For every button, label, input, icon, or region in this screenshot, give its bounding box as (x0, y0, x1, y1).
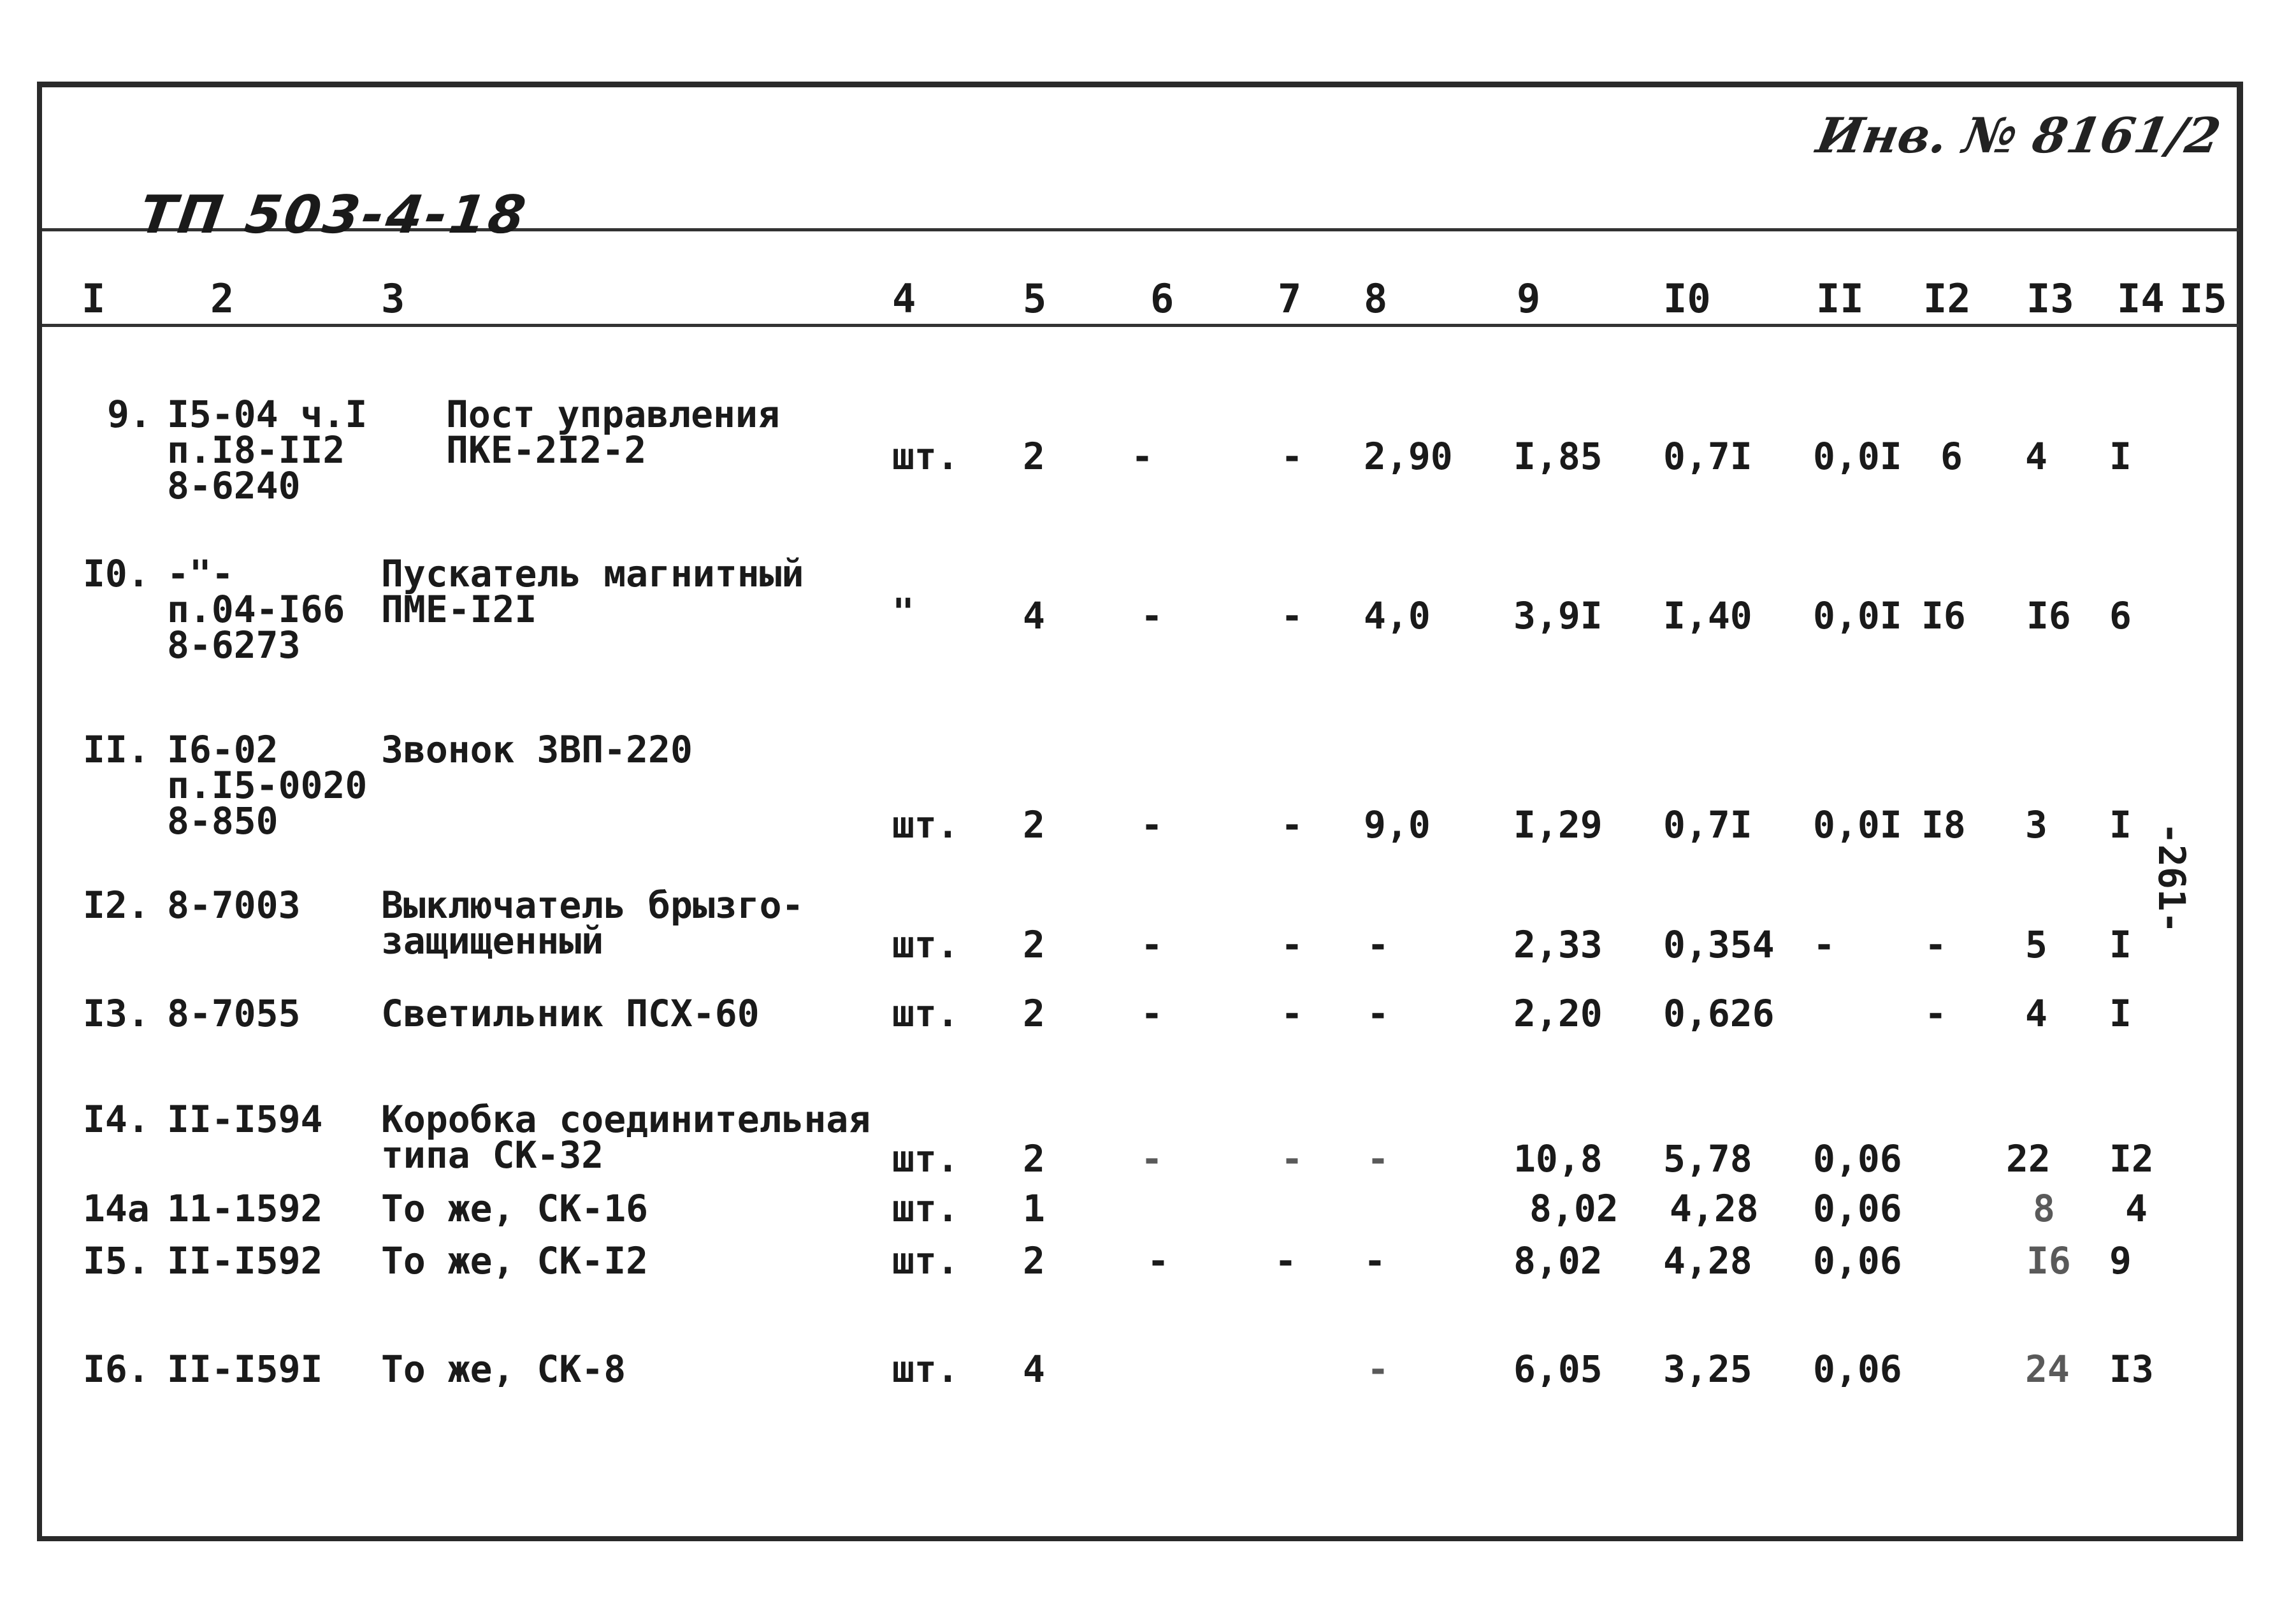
col8-value: - (1367, 923, 1389, 966)
col12-value: - (1924, 992, 1947, 1035)
row-number: I5. (83, 1239, 150, 1282)
col12-value: I8 (1921, 803, 1966, 846)
col11-value: 0,06 (1813, 1187, 1902, 1230)
col10-value: I,40 (1663, 594, 1752, 637)
item-code: 11-1592 (167, 1187, 323, 1230)
col10-value: 5,78 (1663, 1137, 1752, 1180)
item-code: 8-7055 (167, 992, 301, 1035)
row-number: II. (83, 728, 150, 771)
col10-value: 0,626 (1663, 992, 1775, 1035)
inventory-note: Инв. № 8161/2 (1812, 107, 2225, 164)
col-header-11: II (1816, 275, 1864, 322)
col-header-2: 2 (210, 275, 235, 322)
col7-value: - (1281, 435, 1303, 478)
col7-value: - (1281, 923, 1303, 966)
col-header-6: 6 (1150, 275, 1174, 322)
unit: " (892, 590, 914, 634)
col-header-8: 8 (1364, 275, 1388, 322)
item-name: То же, СК-16 (381, 1187, 649, 1230)
col6-value: - (1141, 923, 1163, 966)
col11-value: 0,0I (1813, 803, 1902, 846)
col10-value: 0,7I (1663, 435, 1752, 478)
col7-value: - (1274, 1239, 1297, 1282)
col-header-13: I3 (2026, 275, 2074, 322)
col7-value: - (1281, 992, 1303, 1035)
col8-value: 4,0 (1364, 594, 1431, 637)
item-code: I5-04 ч.I (167, 393, 368, 436)
doc-code: ТП 503-4-18 (136, 185, 532, 245)
item-name: ПМЕ-I2I (381, 588, 537, 631)
col12-value: 6 (1940, 435, 1963, 478)
col13-value: 5 (2025, 923, 2047, 966)
row-number: I3. (83, 992, 150, 1035)
col-header-7: 7 (1278, 275, 1302, 322)
item-code: 8-6273 (167, 623, 301, 667)
col7-value: - (1281, 1137, 1303, 1180)
col-header-9: 9 (1517, 275, 1541, 322)
item-name: Светильник ПСХ-60 (381, 992, 760, 1035)
col8-value: - (1367, 1137, 1389, 1180)
col12-value: - (1924, 923, 1947, 966)
col13-value: 22 (2006, 1137, 2051, 1180)
item-code: п.I5-0020 (167, 764, 368, 807)
col13-value: 24 (2025, 1347, 2070, 1391)
col9-value: 8,02 (1529, 1187, 1619, 1230)
col10-value: 0,354 (1663, 923, 1775, 966)
col8-value: - (1367, 992, 1389, 1035)
item-code: п.04-I66 (167, 588, 345, 631)
col5-value: 2 (1023, 1239, 1045, 1282)
col13-value: 3 (2025, 803, 2047, 846)
col-header-12: I2 (1923, 275, 1971, 322)
item-name: ПКЕ-2I2-2 (446, 428, 647, 472)
col6-value: - (1131, 435, 1153, 478)
col9-value: 8,02 (1513, 1239, 1603, 1282)
unit: шт. (892, 1239, 959, 1282)
col7-value: - (1281, 594, 1303, 637)
item-code: п.I8-II2 (167, 428, 345, 472)
col8-value: 9,0 (1364, 803, 1431, 846)
unit: шт. (892, 1137, 959, 1180)
col14-value: I3 (2109, 1347, 2154, 1391)
col-header-5: 5 (1023, 275, 1047, 322)
col-header-1: I (82, 275, 106, 322)
item-name: То же, СК-I2 (381, 1239, 649, 1282)
row-number: 9. (107, 393, 152, 436)
unit: шт. (892, 992, 959, 1035)
row-number: I2. (83, 883, 150, 927)
col13-value: 4 (2025, 992, 2047, 1035)
item-code: -"- (167, 552, 234, 595)
side-page-number: -261- (2150, 822, 2193, 934)
row-number: I6. (83, 1347, 150, 1391)
col9-value: I,85 (1513, 435, 1603, 478)
col11-value: 0,06 (1813, 1137, 1902, 1180)
item-name: Звонок ЗВП-220 (381, 728, 693, 771)
item-name: То же, СК-8 (381, 1347, 626, 1391)
col5-value: 1 (1023, 1187, 1045, 1230)
item-name: Выключатель брызго- (381, 883, 804, 927)
col10-value: 4,28 (1670, 1187, 1759, 1230)
row-number: I0. (83, 552, 150, 595)
header-rule-bottom (42, 324, 2239, 327)
col13-value: 4 (2025, 435, 2047, 478)
col11-value: 0,0I (1813, 594, 1902, 637)
col5-value: 4 (1023, 1347, 1045, 1391)
row-number: 14а (83, 1187, 150, 1230)
unit: шт. (892, 803, 959, 846)
col13-value: I6 (2026, 1239, 2071, 1282)
item-name: Пускатель магнитный (381, 552, 804, 595)
col11-value: 0,06 (1813, 1239, 1902, 1282)
col14-value: I2 (2109, 1137, 2154, 1180)
col9-value: 2,33 (1513, 923, 1603, 966)
col5-value: 2 (1023, 1137, 1045, 1180)
col-header-10: I0 (1663, 275, 1711, 322)
col6-value: - (1141, 803, 1163, 846)
unit: шт. (892, 923, 959, 966)
col14-value: 6 (2109, 594, 2132, 637)
item-name: Коробка соединительная (381, 1098, 871, 1141)
col14-value: I (2109, 923, 2132, 966)
col8-value: - (1367, 1347, 1389, 1391)
item-name: защищенный (381, 919, 604, 962)
unit: шт. (892, 435, 959, 478)
item-code: II-I59I (167, 1347, 323, 1391)
col10-value: 3,25 (1663, 1347, 1752, 1391)
col11-value: 0,06 (1813, 1347, 1902, 1391)
col10-value: 0,7I (1663, 803, 1752, 846)
document-frame (37, 82, 2243, 1541)
col-header-14: I4 (2117, 275, 2165, 322)
item-code: I6-02 (167, 728, 278, 771)
col9-value: 2,20 (1513, 992, 1603, 1035)
item-name: типа СК-32 (381, 1133, 604, 1177)
col11-value: 0,0I (1813, 435, 1902, 478)
col9-value: 6,05 (1513, 1347, 1603, 1391)
col6-value: - (1141, 594, 1163, 637)
col14-value: I (2109, 435, 2132, 478)
item-code: 8-6240 (167, 464, 301, 507)
col8-value: 2,90 (1364, 435, 1453, 478)
col-header-4: 4 (892, 275, 916, 322)
item-code: 8-7003 (167, 883, 301, 927)
col6-value: - (1147, 1239, 1169, 1282)
col5-value: 2 (1023, 923, 1045, 966)
col14-value: I (2109, 992, 2132, 1035)
col6-value: - (1141, 1137, 1163, 1180)
col14-value: I (2109, 803, 2132, 846)
col13-value: 8 (2033, 1187, 2055, 1230)
col9-value: I,29 (1513, 803, 1603, 846)
col5-value: 2 (1023, 435, 1045, 478)
col5-value: 2 (1023, 992, 1045, 1035)
row-number: I4. (83, 1098, 150, 1141)
col8-value: - (1364, 1239, 1386, 1282)
col9-value: 3,9I (1513, 594, 1603, 637)
col5-value: 4 (1023, 594, 1045, 637)
unit: шт. (892, 1187, 959, 1230)
col-header-15: I5 (2179, 275, 2227, 322)
item-code: II-I594 (167, 1098, 323, 1141)
item-code: 8-850 (167, 799, 278, 843)
col6-value: - (1141, 992, 1163, 1035)
col-header-3: 3 (381, 275, 405, 322)
item-name: Пост управления (446, 393, 780, 436)
col14-value: 9 (2109, 1239, 2132, 1282)
col11-value: - (1813, 923, 1835, 966)
col12-value: I6 (1921, 594, 1966, 637)
col13-value: I6 (2026, 594, 2071, 637)
col9-value: 10,8 (1513, 1137, 1603, 1180)
col14-value: 4 (2125, 1187, 2148, 1230)
unit: шт. (892, 1347, 959, 1391)
col7-value: - (1281, 803, 1303, 846)
item-code: II-I592 (167, 1239, 323, 1282)
col5-value: 2 (1023, 803, 1045, 846)
col10-value: 4,28 (1663, 1239, 1752, 1282)
